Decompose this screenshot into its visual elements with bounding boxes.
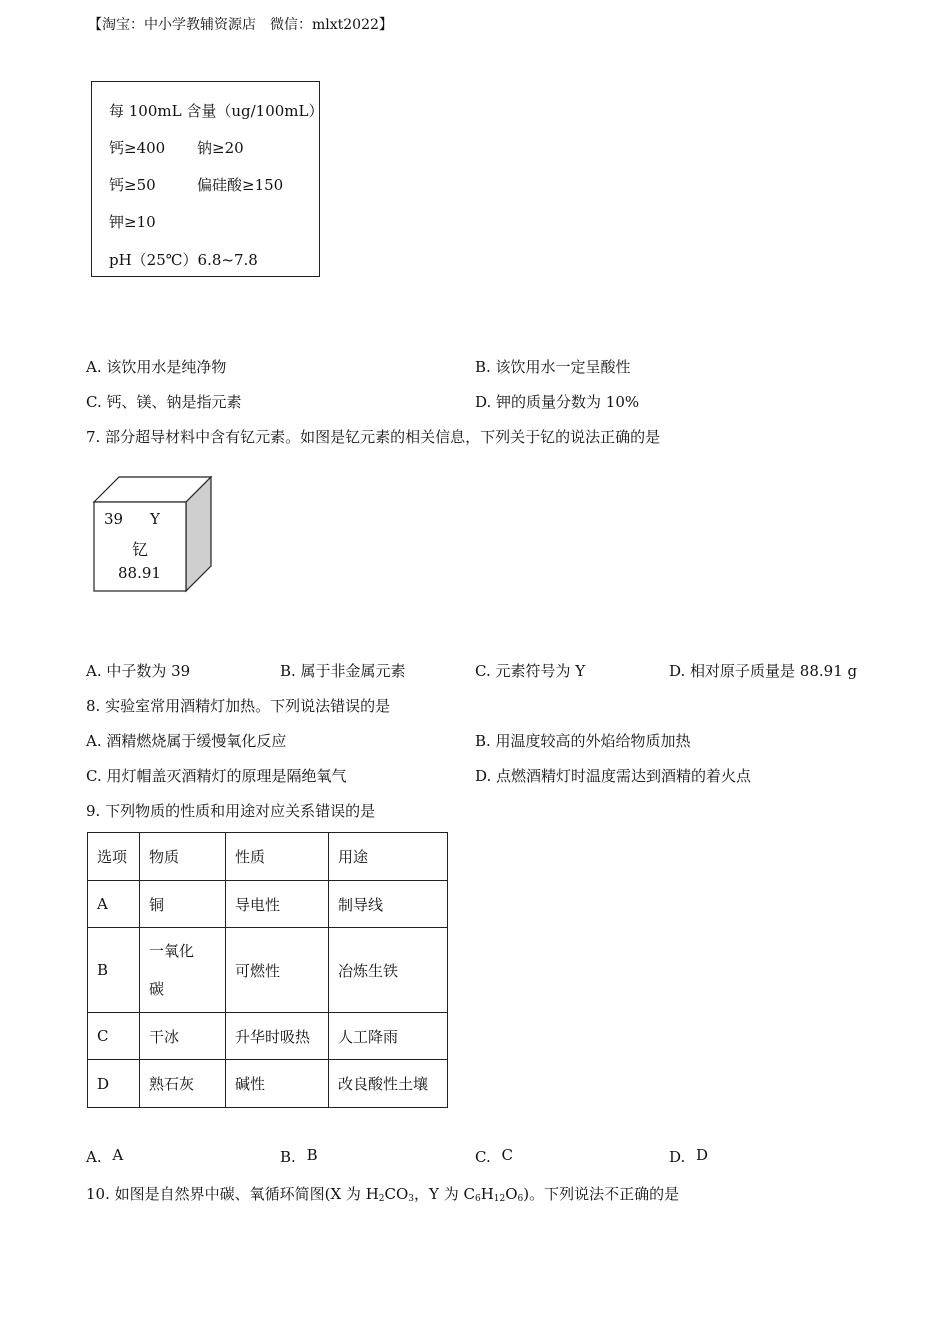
table-cell-line: 碳 [149,980,165,998]
q9-option-d [669,1148,708,1166]
table-cell: C [88,1013,140,1060]
table-cell: 可燃性 [226,928,329,1013]
subscript: 2 [378,1194,385,1204]
q8-option-a: A. 酒精燃烧属于缓慢氧化反应 [86,732,287,750]
table-cell: 冶炼生铁 [329,928,448,1013]
table-header-cell: 选项 [88,833,140,881]
table-cell: 铜 [140,881,226,928]
q9-option-b [280,1148,318,1166]
option-letter: B. [280,1148,296,1166]
atomic-mass: 88.91 [118,564,161,582]
formula-part: CO [384,1185,409,1203]
formula-part: O [505,1185,518,1203]
element-symbol: Y [150,510,160,528]
q9-stem: 9. 下列物质的性质和用途对应关系错误的是 [86,802,376,820]
table-header-row [88,833,448,881]
q7-option-b: B. 属于非金属元素 [280,662,406,680]
property-use-table [87,832,448,1108]
atomic-number: 39 [104,510,124,528]
q10-stem [86,1183,679,1204]
q7-stem: 7. 部分超导材料中含有钇元素。如图是钇元素的相关信息，下列关于钇的说法正确的是 [86,428,661,446]
page-header: 【淘宝：中小学教辅资源店 微信：mlxt2022】 [88,17,393,33]
table-cell: 改良酸性土壤 [329,1060,448,1108]
q8-option-c: C. 用灯帽盖灭酒精灯的原理是隔绝氧气 [86,767,347,785]
sodium-value: 钠≥20 [197,139,244,157]
q10-stem-end: )。下列说法不正确的是 [523,1185,680,1203]
element-name: 钇 [132,540,149,559]
q10-stem-start: 10. 如图是自然界中碳、氧循环简图(X 为 H [86,1185,379,1203]
table-row [88,1060,448,1108]
q8-option-d: D. 点燃酒精灯时温度需达到酒精的着火点 [475,767,752,785]
option-letter: A. [86,1148,102,1166]
table-header-cell: 物质 [140,833,226,881]
q6-option-b: B. 该饮用水一定呈酸性 [475,358,631,376]
table-cell: 碱性 [226,1060,329,1108]
subscript: 12 [493,1194,506,1204]
q6-option-c: C. 钙、镁、钠是指元素 [86,393,242,411]
q6-option-d: D. 钾的质量分数为 10% [475,393,640,411]
option-value: A [112,1146,124,1164]
table-header-cell: 性质 [226,833,329,881]
formula-part: H [480,1185,494,1203]
table-row [88,928,448,1013]
water-content-label [91,81,324,277]
subscript: 3 [408,1194,415,1204]
option-letter: C. [475,1148,491,1166]
table-cell: 熟石灰 [140,1060,226,1108]
table-cell: 干冰 [140,1013,226,1060]
table-cell: 导电性 [226,881,329,928]
q9-option-a [86,1148,123,1166]
subscript: 6 [517,1194,524,1204]
option-value: D [696,1146,709,1164]
table-cell-line: 一氧化 [149,942,195,960]
element-cube [92,476,214,594]
metasilicic-acid-value: 偏硅酸≥150 [197,176,284,194]
q8-option-b: B. 用温度较高的外焰给物质加热 [475,732,691,750]
magnesium-value: 钙≥50 [109,176,156,194]
subscript: 6 [474,1194,481,1204]
table-row [88,1013,448,1060]
calcium-value: 钙≥400 [109,139,166,157]
table-header-cell: 用途 [329,833,448,881]
q8-stem: 8. 实验室常用酒精灯加热。下列说法错误的是 [86,697,391,715]
label-title: 每 100mL 含量（ug/100mL） [109,102,324,120]
option-value: B [306,1146,318,1164]
option-letter: D. [669,1148,686,1166]
table-cell: B [88,928,140,1013]
table-cell: A [88,881,140,928]
table-cell: 人工降雨 [329,1013,448,1060]
q9-option-c [475,1148,513,1166]
table-cell: 升华时吸热 [226,1013,329,1060]
q6-option-a: A. 该饮用水是纯净物 [86,358,227,376]
ph-value: pH（25℃）6.8~7.8 [109,251,258,269]
potassium-value: 钾≥10 [109,213,156,231]
option-value: C [501,1146,513,1164]
q7-option-a: A. 中子数为 39 [86,662,191,680]
table-row [88,881,448,928]
table-cell: 制导线 [329,881,448,928]
q10-stem-y: ，Y 为 C [414,1185,475,1203]
table-cell: D [88,1060,140,1108]
table-cell [140,928,226,1013]
q7-option-c: C. 元素符号为 Y [475,662,586,680]
q7-option-d: D. 相对原子质量是 88.91 g [669,662,858,680]
